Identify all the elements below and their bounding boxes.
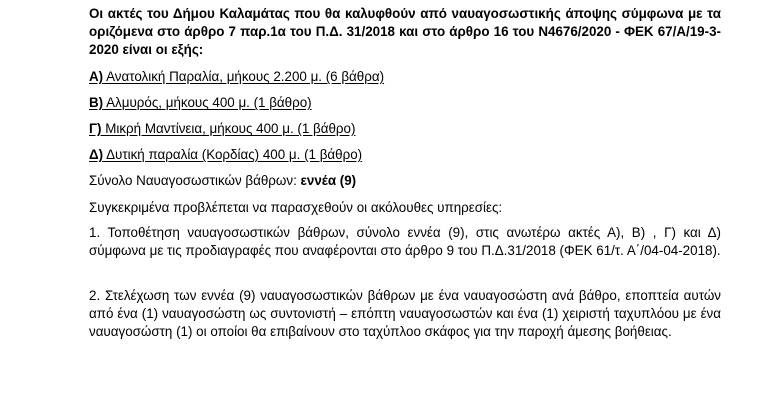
beach-item-c xyxy=(89,120,721,138)
beach-b-letter: Β) xyxy=(89,95,104,110)
total-value: εννέα (9) xyxy=(300,173,357,188)
beach-c-letter: Γ) xyxy=(89,121,102,136)
intro-paragraph: Οι ακτές του Δήμου Καλαμάτας που θα καλυφθούν από ναυαγοσωστικής άποψης σύμφωνα με τα οριζόμενα στο άρθρο 7 παρ.1α του Π.Δ. 31/2018 και στο άρθρο 16 του Ν4676/2020 - ΦΕΚ 67/Α/19-3-2020 είναι οι εξής: xyxy=(89,6,721,57)
beach-c-text xyxy=(89,121,355,136)
beach-a-text xyxy=(89,69,384,84)
service-item-1: 1. Τοποθέτηση ναυαγοσωστικών βάθρων, σύνολο εννέα (9), στις ανωτέρω ακτές Α), Β) , Γ) και Δ) σύμφωνα με τις προδιαγραφές που αναφέρονται στο άρθρο 9 του Π.Δ.31/2018 (ΦΕΚ 61/τ. Α΄/04-04-2018). xyxy=(89,225,721,258)
beach-b-text xyxy=(89,95,312,110)
services-intro: Συγκεκριμένα προβλέπεται να παρασχεθούν οι ακόλουθες υπηρεσίες: xyxy=(89,200,503,215)
beach-d-letter: Δ) xyxy=(89,147,104,162)
total-label: Σύνολο Ναυαγοσωστικών βάθρων: xyxy=(89,173,301,188)
beach-a-letter: Α) xyxy=(89,69,104,84)
beach-a-desc: Ανατολική Παραλία, μήκους 2.200 μ. (6 βάθρα) xyxy=(103,69,385,84)
beach-c-desc: Μικρή Μαντίνεια, μήκους 400 μ. (1 βάθρο) xyxy=(101,121,356,136)
total-stands-line xyxy=(89,172,721,190)
beach-b-desc: Αλμυρός, μήκους 400 μ. (1 βάθρο) xyxy=(103,95,312,110)
beach-d-desc: Δυτική παραλία (Κορδίας) 400 μ. (1 βάθρο) xyxy=(103,147,363,162)
service-item-2: 2. Στελέχωση των εννέα (9) ναυαγοσωστικών βάθρων με ένα ναυαγοσώστη ανά βάθρο, εποπτεία αυτών από ένα (1) ναυαγοσώστη ως συντονιστή – επόπτη ναυαγοσωστών και ένα (1) χειριστή ταχυπλόου με ένα ναυαγοσώστη (1) οι οποίοι θα επιβαίνουν στο ταχύπλοο σκάφος για την παροχή άμεσης βοήθειας. xyxy=(89,288,721,339)
beach-item-a xyxy=(89,68,721,86)
beach-item-b xyxy=(89,94,721,112)
beach-d-text xyxy=(89,147,362,162)
beach-item-d xyxy=(89,146,721,164)
